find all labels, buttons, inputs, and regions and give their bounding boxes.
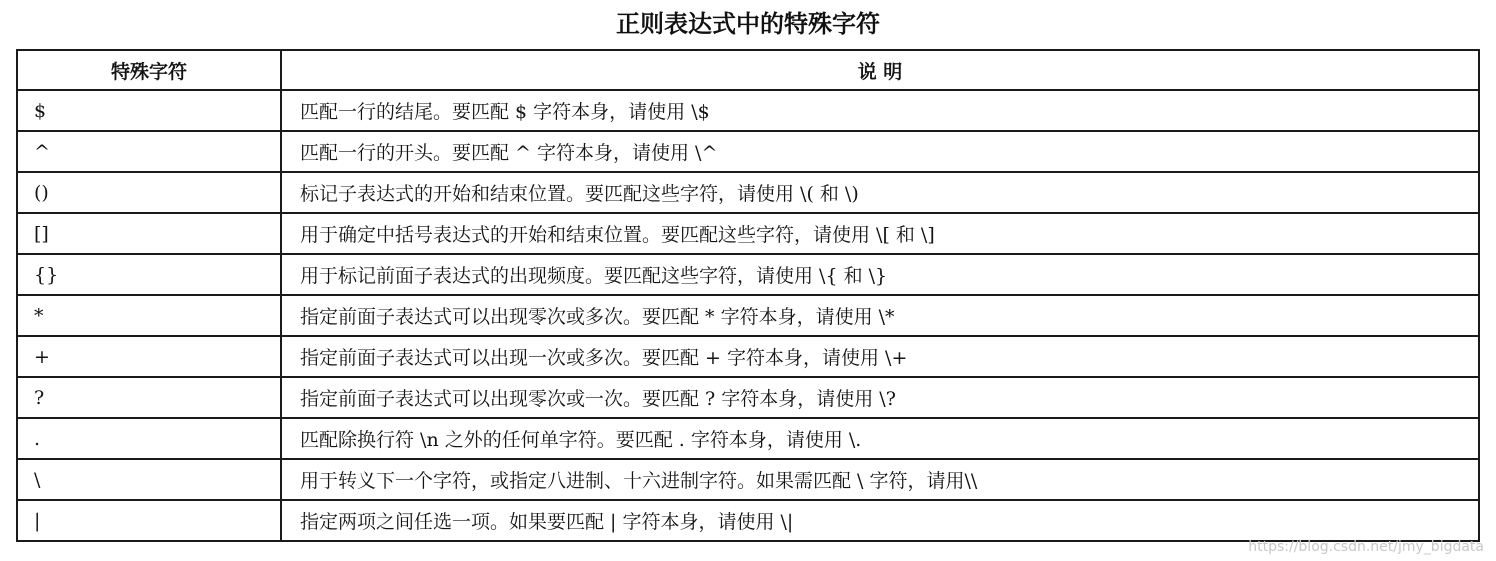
table-row (17, 254, 1479, 295)
special-char-cell: + (17, 336, 281, 377)
description-cell: 匹配除换行符 \n 之外的任何单字符。要匹配 . 字符本身，请使用 \. (281, 418, 1479, 459)
table-row (17, 295, 1479, 336)
table-row (17, 90, 1479, 131)
special-char-cell: [] (17, 213, 281, 254)
special-char-cell: . (17, 418, 281, 459)
description-cell: 指定前面子表达式可以出现一次或多次。要匹配 + 字符本身，请使用 \+ (281, 336, 1479, 377)
table-row (17, 500, 1479, 541)
table-row (17, 336, 1479, 377)
special-char-cell: \ (17, 459, 281, 500)
table-row (17, 377, 1479, 418)
page-title: 正则表达式中的特殊字符 (616, 10, 880, 38)
special-char-cell: * (17, 295, 281, 336)
special-char-cell: () (17, 172, 281, 213)
table-header-row (17, 50, 1479, 90)
description-cell: 标记子表达式的开始和结束位置。要匹配这些字符，请使用 \( 和 \) (281, 172, 1479, 213)
description-cell: 匹配一行的开头。要匹配 ^ 字符本身，请使用 \^ (281, 131, 1479, 172)
table-row (17, 459, 1479, 500)
description-cell: 指定前面子表达式可以出现零次或一次。要匹配 ? 字符本身，请使用 \? (281, 377, 1479, 418)
special-char-cell: | (17, 500, 281, 541)
table-row (17, 418, 1479, 459)
table-row (17, 172, 1479, 213)
special-characters-table (16, 49, 1480, 542)
description-cell: 指定前面子表达式可以出现零次或多次。要匹配 * 字符本身，请使用 \* (281, 295, 1479, 336)
special-char-cell: ? (17, 377, 281, 418)
table-row (17, 213, 1479, 254)
special-char-cell: ^ (17, 131, 281, 172)
watermark: https://blog.csdn.net/jmy_bigdata (1248, 539, 1484, 555)
column-header-description: 说 明 (281, 50, 1479, 90)
description-cell: 用于转义下一个字符，或指定八进制、十六进制字符。如果需匹配 \ 字符，请用\\ (281, 459, 1479, 500)
special-char-cell: $ (17, 90, 281, 131)
description-cell: 用于标记前面子表达式的出现频度。要匹配这些字符，请使用 \{ 和 \} (281, 254, 1479, 295)
column-header-special-char: 特殊字符 (17, 50, 281, 90)
description-cell: 匹配一行的结尾。要匹配 $ 字符本身，请使用 \$ (281, 90, 1479, 131)
description-cell: 指定两项之间任选一项。如果要匹配 | 字符本身，请使用 \| (281, 500, 1479, 541)
table-row (17, 131, 1479, 172)
description-cell: 用于确定中括号表达式的开始和结束位置。要匹配这些字符，请使用 \[ 和 \] (281, 213, 1479, 254)
special-char-cell: {} (17, 254, 281, 295)
